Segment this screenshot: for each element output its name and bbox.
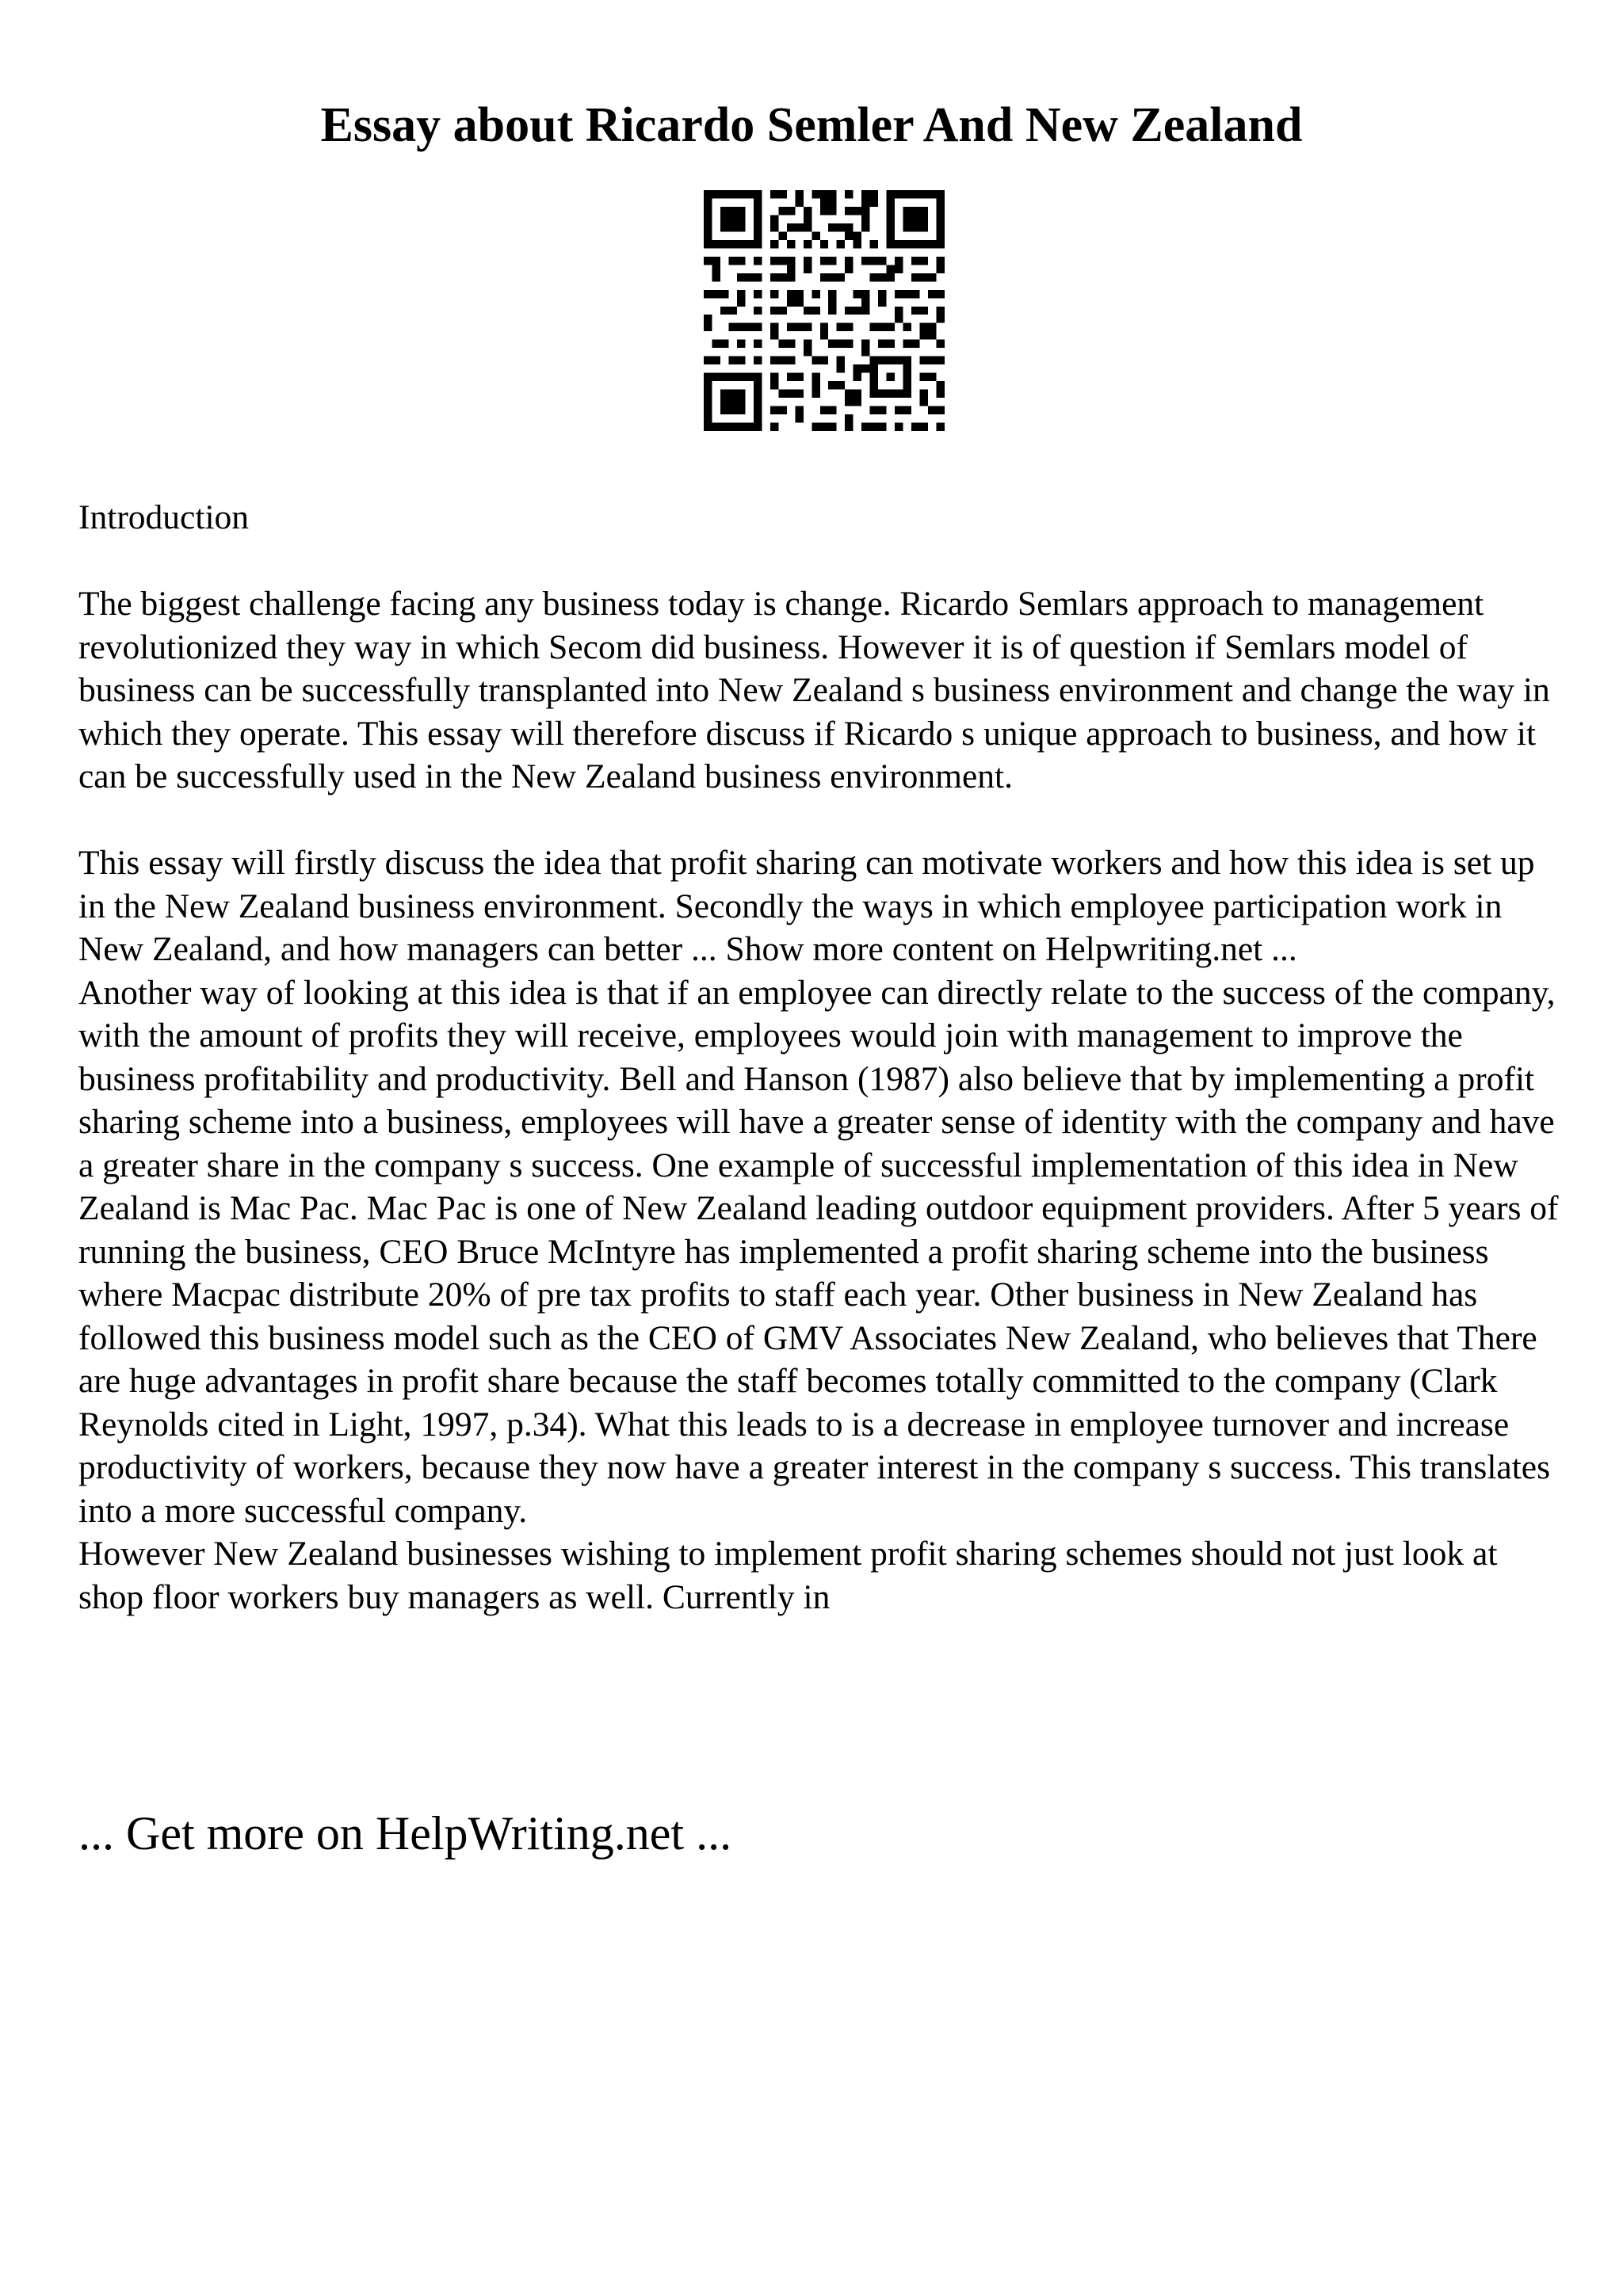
- section-heading-introduction: Introduction: [78, 498, 250, 536]
- qr-code-icon: [704, 190, 945, 431]
- paragraph: The biggest challenge facing any business today is change. Ricardo Semlars approach to management revolutionized they way in which Secom did business. However it is of question if Semlars model of business can be successfully transplanted into New Zealand s business environment and change the way in which they operate. This essay will therefore discuss if Ricardo s unique approach to business, and how it can be successfully used in the New Zealand business environment.: [78, 585, 1550, 795]
- paragraph: However New Zealand businesses wishing to implement profit sharing schemes should not just look at shop floor workers buy managers as well. Currently in: [78, 1535, 1498, 1616]
- get-more-link[interactable]: ... Get more on HelpWriting.net ...: [78, 1807, 732, 1859]
- paragraph: This essay will firstly discuss the idea that profit sharing can motivate workers and how this idea is set up in the New Zealand business environment. Secondly the ways in which employee participation work in New Zealand, and how managers can better ... Show more content on Helpwriting.net ...: [78, 844, 1535, 968]
- paragraph: Another way of looking at this idea is that if an employee can directly relate to the success of the company, with the amount of profits they will receive, employees would join with management to improve the business profitability and productivity. Bell and Hanson (1987) also believe that by implementing a profit sharing scheme into a business, employees will have a greater sense of identity with the company and have a greater share in the company s success. One example of successful implementation of this idea in New Zealand is Mac Pac. Mac Pac is one of New Zealand leading outdoor equipment providers. After 5 years of running the business, CEO Bruce McIntyre has implemented a profit sharing scheme into the business where Macpac distribute 20% of pre tax profits to staff each year. Other business in New Zealand has followed this business model such as the CEO of GMV Associates New Zealand, who believes that There are huge advantages in profit share because the staff becomes totally committed to the company (Clark Reynolds cited in Light, 1997, p.34). What this leads to is a decrease in employee turnover and increase productivity of workers, because they now have a greater interest in the company s success. This translates into a more successful company.: [78, 973, 1559, 1530]
- document-title: Essay about Ricardo Semler And New Zealand: [320, 98, 1303, 152]
- document-body: [78, 496, 1568, 1619]
